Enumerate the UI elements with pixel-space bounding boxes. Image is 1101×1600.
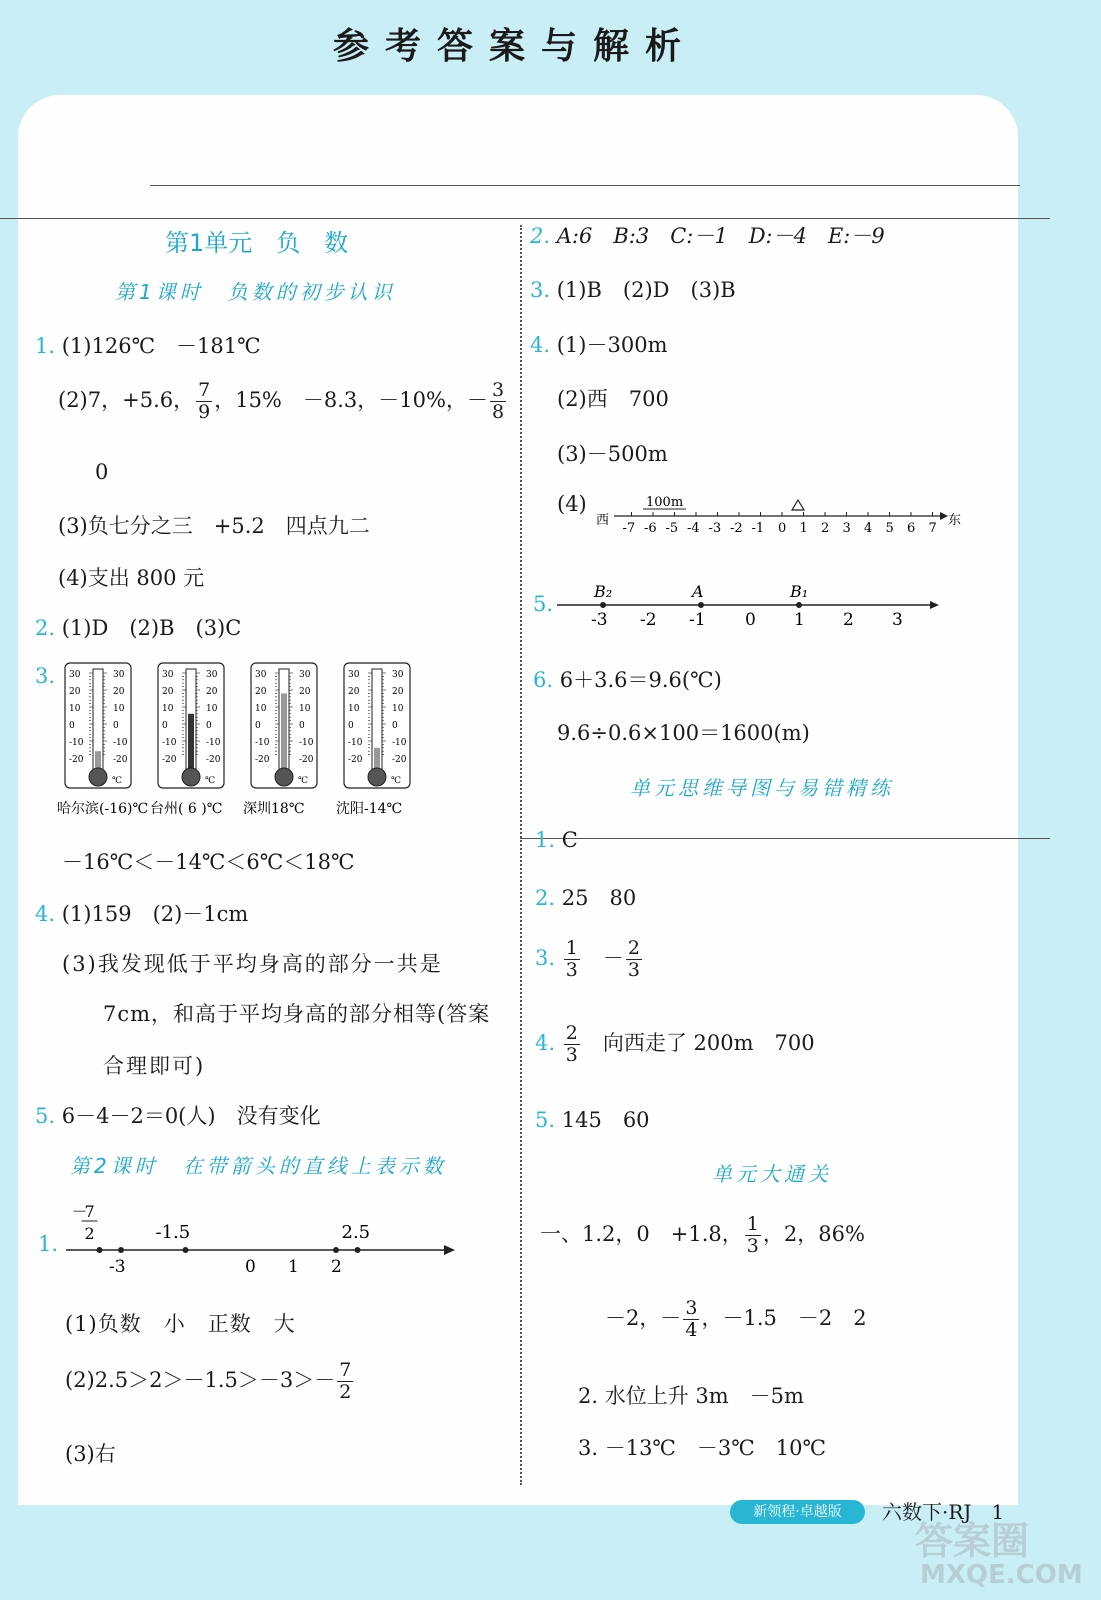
- scale-label: 10: [206, 704, 218, 714]
- lesson2-heading: 第2课时 在带箭头的直线上表示数: [70, 1154, 447, 1178]
- number-line-r4: [592, 490, 972, 550]
- unit-label: ℃: [391, 776, 402, 786]
- scale-label: 20: [113, 687, 125, 697]
- thermometers: [55, 655, 425, 825]
- east-label: 东: [948, 513, 962, 528]
- tick-label: -1: [751, 521, 765, 536]
- scale-label: -20: [113, 755, 128, 765]
- thermometer: [57, 663, 148, 817]
- r2: 2. A:6 B:3 C:－1 D:－4 E:－9: [530, 224, 885, 248]
- page-footer: 六数下·RJ 1: [882, 1500, 1005, 1524]
- scale-label: 0: [299, 721, 305, 731]
- number-line-1: [60, 1195, 460, 1285]
- scale-label: 10: [162, 704, 174, 714]
- q1-2-zero: 0: [95, 460, 109, 484]
- scale-label: -10: [299, 738, 314, 748]
- q1-4: (4)支出 800 元: [58, 566, 205, 590]
- column-divider: [520, 225, 522, 1485]
- west-label: 西: [596, 513, 610, 528]
- scale-label: -20: [348, 755, 363, 765]
- scale-label: 30: [69, 670, 81, 680]
- watermark: 答案圈: [915, 1519, 1030, 1563]
- scale-label: -10: [162, 738, 177, 748]
- m3: 3. $\frac{1}{3}$ － $\frac{2}{3}$: [535, 937, 640, 981]
- tick-label: 2: [843, 610, 854, 630]
- page-title: 参考答案与解析: [332, 25, 697, 67]
- tick-label: 6: [907, 521, 916, 536]
- scale-label: 100m: [646, 495, 684, 510]
- tick-label: -5: [665, 521, 679, 536]
- m5: 5. 145 60: [535, 1108, 650, 1132]
- scale-label: 0: [113, 721, 119, 731]
- q4-1: 4. (1)159 (2)－1cm: [35, 902, 249, 926]
- point: [600, 602, 606, 608]
- scale-label: 30: [392, 670, 404, 680]
- therm-compare: －16℃＜－14℃＜6℃＜18℃: [62, 850, 355, 874]
- mercury-column: [281, 693, 287, 769]
- unit-label: ℃: [112, 776, 123, 786]
- scale-label: -10: [392, 738, 407, 748]
- watermark-url: MXQE.COM: [920, 1560, 1083, 1590]
- scale-label: -10: [206, 738, 221, 748]
- section-rule: [0, 218, 1050, 219]
- scale-label: 10: [299, 704, 311, 714]
- tick-label: -2: [730, 521, 743, 536]
- m2: 2. 25 80: [535, 886, 637, 910]
- mercury-column: [188, 714, 194, 769]
- scale-label: 30: [255, 670, 267, 680]
- tick-label: 0: [745, 610, 756, 630]
- t3: 3. －13℃ －3℃ 10℃: [578, 1436, 826, 1460]
- point: [796, 602, 802, 608]
- scale-label: -10: [348, 738, 363, 748]
- r6a: 6. 6＋3.6＝9.6(℃): [533, 668, 722, 692]
- point: [698, 602, 704, 608]
- q5: 5. 6－4－2＝0(人) 没有变化: [35, 1104, 321, 1128]
- t1-line1: 一、1.2，0 +1.8， $\frac{1}{3}$ ，2，86%: [540, 1213, 865, 1257]
- label-2-5: 2.5: [341, 1222, 371, 1243]
- r4-3: (3)－500m: [557, 442, 668, 466]
- tick-label: 3: [842, 521, 851, 536]
- scale-label: 30: [113, 670, 125, 680]
- scale-label: -20: [255, 755, 270, 765]
- scale-label: 0: [69, 721, 75, 731]
- scale-label: 20: [162, 687, 174, 697]
- scale-label: 30: [162, 670, 174, 680]
- q1-3: (3)负七分之三 +5.2 四点九二: [58, 514, 370, 538]
- r4-2: (2)西 700: [557, 387, 669, 411]
- scale-label: 0: [348, 721, 354, 731]
- scale-label: 30: [299, 670, 311, 680]
- tick-label: -3: [708, 521, 722, 536]
- l2-q1-number: 1.: [38, 1232, 59, 1256]
- series-badge: 新领程·卓越版: [730, 1500, 865, 1524]
- scale-label: 0: [392, 721, 398, 731]
- mercury-column: [374, 748, 380, 769]
- title-rule: [150, 185, 1020, 186]
- scale-label: 10: [392, 704, 404, 714]
- scale-label: 10: [69, 704, 81, 714]
- number-line-r5: [555, 575, 945, 635]
- tick-label: 1: [799, 521, 808, 536]
- tick-label: 4: [864, 521, 873, 536]
- start-marker: [792, 500, 804, 510]
- scale-label: 0: [255, 721, 261, 731]
- scale-label: 10: [348, 704, 360, 714]
- scale-label: -10: [255, 738, 270, 748]
- tick-label: 2: [331, 1257, 342, 1277]
- r4-4: (4): [557, 492, 587, 516]
- t1-line2: －2，－ $\frac{3}{4}$ ，－1.5 －2 2: [605, 1297, 867, 1341]
- point-label: B₂: [594, 582, 613, 601]
- t2: 2. 水位上升 3m －5m: [578, 1384, 804, 1408]
- test-heading: 单元大通关: [712, 1162, 832, 1186]
- unit-label: ℃: [205, 776, 216, 786]
- scale-label: -20: [162, 755, 177, 765]
- tick-label: 1: [794, 610, 805, 630]
- tick-label: 0: [245, 1257, 256, 1277]
- label-neg-1-5: -1.5: [155, 1222, 191, 1243]
- scale-label: 20: [392, 687, 404, 697]
- unit-label: ℃: [298, 776, 309, 786]
- l2-q1-3: (3)右: [65, 1442, 116, 1466]
- mindmap-rule: [520, 838, 1050, 839]
- point: [183, 1247, 189, 1253]
- scale-label: -10: [113, 738, 128, 748]
- scale-label: 20: [69, 687, 81, 697]
- tick-label: -3: [591, 610, 608, 630]
- r6b: 9.6÷0.6×100＝1600(m): [557, 721, 810, 745]
- tick-label: -7: [622, 521, 636, 536]
- tick-label: 2: [821, 521, 830, 536]
- thermometer: [150, 663, 224, 817]
- thermometer-caption: 沈阳-14℃: [336, 801, 403, 817]
- thermometer-caption: 台州( 6 )℃: [150, 801, 223, 817]
- point: [97, 1247, 103, 1253]
- scale-label: 10: [255, 704, 267, 714]
- point-label: B₁: [790, 582, 809, 601]
- scale-label: -20: [69, 755, 84, 765]
- thermometer-caption: 深圳18℃: [243, 801, 305, 817]
- label-neg-7-2-den: 2: [84, 1224, 95, 1243]
- tick-label: 7: [928, 521, 937, 536]
- tick-label: -1: [689, 610, 706, 630]
- unit-heading: 第1单元 负 数: [165, 229, 349, 257]
- l2-q1-1: (1)负数 小 正数 大: [65, 1312, 296, 1336]
- scale-label: -20: [206, 755, 221, 765]
- mindmap-heading: 单元思维导图与易错精练: [630, 776, 894, 800]
- q4-3b: 7cm，和高于平均身高的部分相等(答案: [103, 1002, 491, 1026]
- point: [118, 1247, 124, 1253]
- thermometer: [336, 663, 410, 817]
- scale-label: 0: [206, 721, 212, 731]
- mercury-column: [95, 751, 101, 769]
- q2: 2. (1)D (2)B (3)C: [35, 616, 242, 640]
- scale-label: 20: [206, 687, 218, 697]
- q1-1: 1. (1)126℃ －181℃: [35, 334, 261, 358]
- tick-label: -2: [640, 610, 657, 630]
- tick-label: -4: [687, 521, 700, 536]
- tick-label: -3: [109, 1257, 126, 1277]
- scale-label: 30: [206, 670, 218, 680]
- scale-label: -20: [392, 755, 407, 765]
- q4-3c: 合理即可): [103, 1054, 206, 1078]
- point: [333, 1247, 339, 1253]
- thermometer: [243, 663, 317, 817]
- scale-label: -10: [69, 738, 84, 748]
- label-neg-7-2: －: [71, 1202, 88, 1221]
- lesson1-heading: 第1课时 负数的初步认识: [115, 280, 396, 304]
- q1-2: (2)7，+5.6， $\frac{7}{9}$ ，15% －8.3，－10%，－ $\frac{3}{8}$: [58, 379, 505, 423]
- label-neg-7-2-num: 7: [84, 1202, 95, 1221]
- m4: 4. $\frac{2}{3}$ 向西走了 200m 700: [535, 1022, 815, 1066]
- scale-label: 30: [348, 670, 360, 680]
- tick-label: 0: [778, 521, 787, 536]
- r5-number: 5.: [533, 592, 554, 616]
- r3: 3. (1)B (2)D (3)B: [530, 278, 736, 302]
- scale-label: 20: [348, 687, 360, 697]
- thermometer-caption: 哈尔滨(-16)℃: [57, 801, 149, 817]
- scale-label: -20: [299, 755, 314, 765]
- tick-label: -6: [644, 521, 657, 536]
- point-label: A: [692, 582, 704, 601]
- q3-number: 3.: [35, 664, 56, 688]
- tick-label: 3: [892, 610, 903, 630]
- scale-label: 20: [299, 687, 311, 697]
- scale-label: 10: [113, 704, 125, 714]
- tick-label: 5: [885, 521, 894, 536]
- scale-label: 0: [162, 721, 168, 731]
- q4-3a: (3)我发现低于平均身高的部分一共是: [62, 952, 443, 976]
- l2-q1-2: (2)2.5＞2＞－1.5＞－3＞－ $\frac{7}{2}$: [65, 1359, 352, 1403]
- point: [355, 1247, 361, 1253]
- tick-label: 1: [288, 1257, 299, 1277]
- m1: 1. C: [535, 828, 578, 852]
- r4-1: 4. (1)－300m: [530, 333, 668, 357]
- scale-label: 20: [255, 687, 267, 697]
